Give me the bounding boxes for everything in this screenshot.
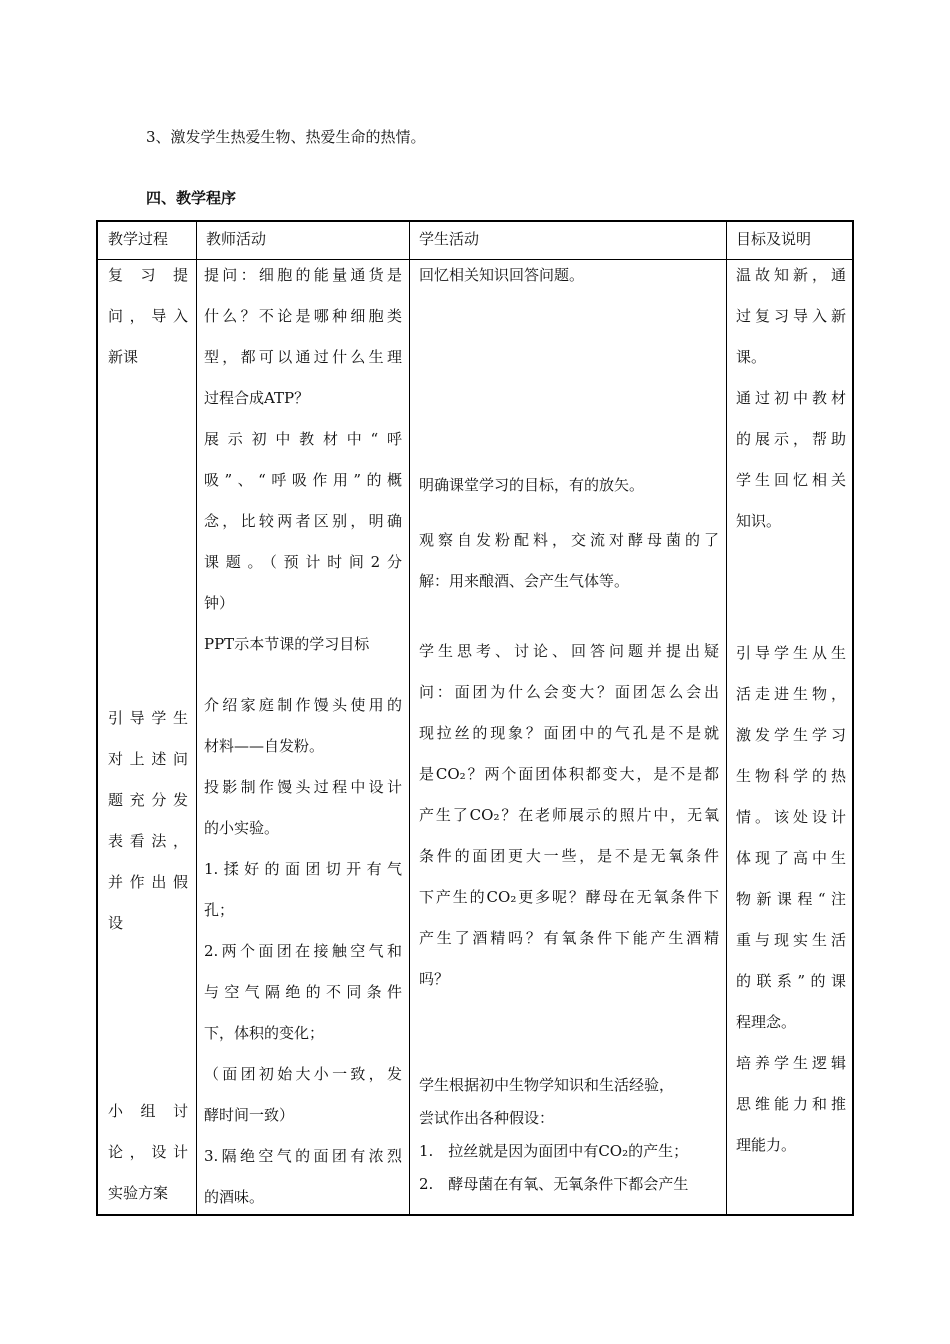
- text-line: 学生根据初中生物学知识和生活经验，: [419, 1076, 675, 1094]
- text-line: 明确课堂学习的目标，有的放矢。: [419, 476, 645, 494]
- text-line: 吗？: [419, 970, 450, 988]
- text-line: 问，导入: [108, 307, 188, 325]
- text-line: 回忆相关知识回答问题。: [419, 266, 585, 284]
- text-line: 生物科学的热: [736, 767, 846, 785]
- column-divider: [196, 222, 197, 1214]
- text-line: 论，设计: [108, 1143, 188, 1161]
- text-line: 课。: [736, 348, 767, 366]
- text-line: 念，比较两者区别，明确: [204, 512, 402, 530]
- text-line: 的展示，帮助: [736, 430, 846, 448]
- text-line: 的小实验。: [204, 819, 280, 837]
- student-questions-text: [419, 631, 719, 1000]
- text-line: 问：面团为什么会变大？面团怎么会出: [419, 683, 719, 701]
- teaching-procedure-table: [96, 220, 854, 1216]
- text-line: 通过初中教材: [736, 389, 846, 407]
- text-line: 展示初中教材中“呼: [204, 430, 402, 448]
- text-line: 程理念。: [736, 1013, 797, 1031]
- header-goal: 目标及说明: [736, 230, 812, 248]
- text-line: 吸”、“呼吸作用”的概: [204, 471, 402, 489]
- text-line: 并作出假: [108, 873, 188, 891]
- text-line: 引导学生从生: [736, 644, 846, 662]
- student-recall-text: [419, 255, 719, 296]
- text-line: 什么？不论是哪种细胞类: [204, 307, 402, 325]
- text-line: 是CO₂？两个面团体积都变大，是不是都: [419, 765, 719, 783]
- text-line: 学生回忆相关: [736, 471, 846, 489]
- column-divider: [409, 222, 410, 1214]
- text-line: 理能力。: [736, 1136, 797, 1154]
- text-line: 培养学生逻辑: [736, 1054, 846, 1072]
- text-line: 思维能力和推: [736, 1095, 846, 1113]
- text-line: 下，体积的变化；: [204, 1024, 325, 1042]
- text-line: 对上述问: [108, 750, 188, 768]
- text-line: 的联系”的课: [736, 972, 846, 990]
- text-line: 钟）: [204, 594, 235, 612]
- header-teacher: 教师活动: [206, 230, 267, 248]
- text-line: 介绍家庭制作馒头使用的: [204, 696, 402, 714]
- text-line: 提问：细胞的能量通货是: [204, 266, 402, 284]
- text-line: 2.两个面团在接触空气和: [204, 942, 402, 960]
- text-line: 实验方案: [108, 1184, 169, 1202]
- text-line: 现拉丝的现象？面团中的气孔是不是就: [419, 724, 719, 742]
- text-line: 解：用来酿酒、会产生气体等。: [419, 572, 630, 590]
- text-line: 材料——自发粉。: [204, 737, 325, 755]
- text-line: 型，都可以通过什么生理: [204, 348, 402, 366]
- text-line: 与空气隔绝的不同条件: [204, 983, 402, 1001]
- text-line: 过复习导入新: [736, 307, 846, 325]
- text-line: 孔；: [204, 901, 235, 919]
- text-line: 题充分发: [108, 791, 188, 809]
- text-line: 产生了CO₂？在老师展示的照片中，无氧: [419, 806, 719, 824]
- text-line: 物新课程“注: [736, 890, 846, 908]
- text-line: 3.隔绝空气的面团有浓烈: [204, 1147, 402, 1165]
- text-line: 条件的面团更大一些，是不是无氧条件: [419, 847, 719, 865]
- header-process: 教学过程: [108, 230, 169, 248]
- text-line: 设: [108, 914, 124, 932]
- text-line: 体现了高中生: [736, 849, 846, 867]
- text-line: 知识。: [736, 512, 782, 530]
- text-line: 重与现实生活: [736, 931, 846, 949]
- process-review-cell: [108, 255, 188, 378]
- header-student: 学生活动: [419, 230, 480, 248]
- student-goal-text: [419, 465, 719, 506]
- text-line: 1. 拉丝就是因为面团中有CO₂的产生；: [419, 1142, 689, 1160]
- text-line: 下产生的CO₂更多呢？酵母在无氧条件下: [419, 888, 719, 906]
- text-line: 课题。（预计时间2分: [204, 553, 402, 571]
- text-line: 激发学生学习: [736, 726, 846, 744]
- text-line: 2. 酵母菌在有氧、无氧条件下都会产生: [419, 1175, 689, 1193]
- text-line: 情。该处设计: [736, 808, 846, 826]
- goal-review-text: [736, 255, 846, 542]
- text-line: 温故知新，通: [736, 266, 846, 284]
- text-line: 投影制作馒头过程中设计: [204, 778, 402, 796]
- student-observe-text: [419, 520, 719, 602]
- student-hypothesis-text: [419, 1069, 719, 1201]
- text-line: 观察自发粉配料，交流对酵母菌的了: [419, 531, 719, 549]
- process-discussion-cell: [108, 1091, 188, 1214]
- text-line: 过程合成ATP？: [204, 389, 310, 407]
- text-line: 学生思考、讨论、回答问题并提出疑: [419, 642, 719, 660]
- text-line: 表看法，: [108, 832, 188, 850]
- text-line: 引导学生: [108, 709, 188, 727]
- teacher-activity-cell: [204, 255, 402, 1218]
- text-line: 酵时间一致）: [204, 1106, 295, 1124]
- process-hypothesis-cell: [108, 698, 188, 944]
- text-line: 小 组 讨: [108, 1102, 188, 1120]
- spacer: [204, 665, 402, 685]
- text-line: （面团初始大小一致，发: [204, 1065, 402, 1083]
- column-divider: [726, 222, 727, 1214]
- text-line: 复 习 提: [108, 266, 188, 284]
- text-line: PPT示本节课的学习目标: [204, 635, 370, 653]
- text-line: 活走进生物，: [736, 685, 846, 703]
- text-line: 新课: [108, 348, 139, 366]
- text-line: 1.揉好的面团切开有气: [204, 860, 402, 878]
- text-line: 的酒味。: [204, 1188, 265, 1206]
- text-line: 产生了酒精吗？有氧条件下能产生酒精: [419, 929, 719, 947]
- goal-guide-text: [736, 633, 846, 1166]
- intro-line: 3、激发学生热爱生物、热爱生命的热情。: [146, 128, 426, 146]
- text-line: 尝试作出各种假设：: [419, 1109, 555, 1127]
- section-heading: 四、教学程序: [146, 189, 237, 207]
